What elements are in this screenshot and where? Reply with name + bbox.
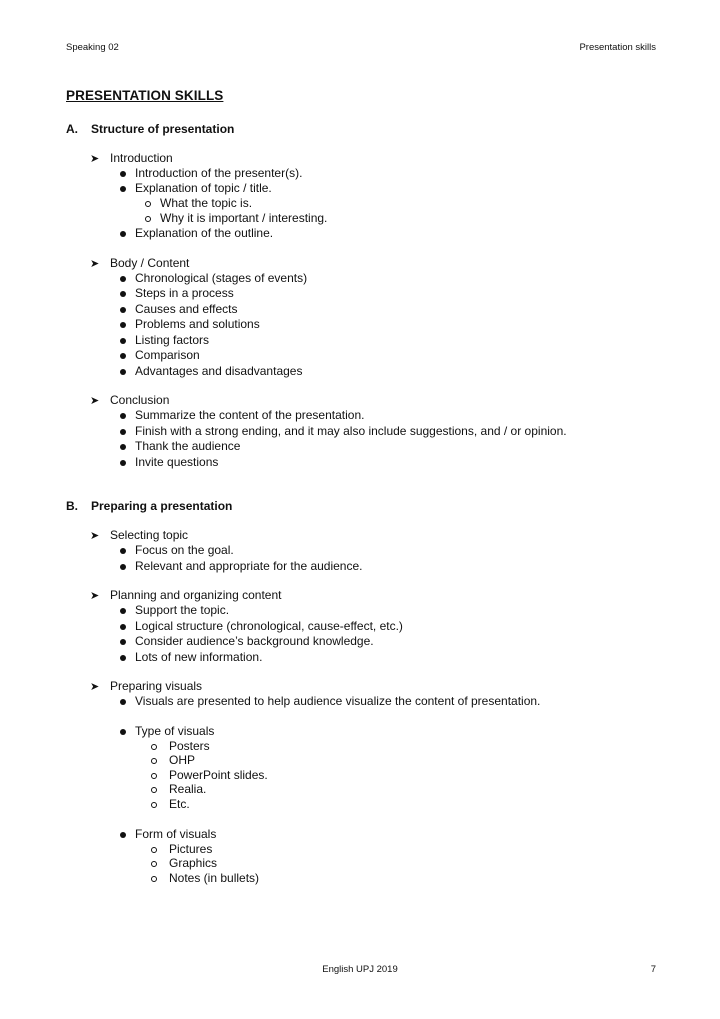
bullet-item: Relevant and appropriate for the audience. (120, 559, 363, 574)
circle-bullet-icon (151, 861, 157, 867)
section-title: Preparing a presentation (91, 499, 233, 513)
bullet-item: Logical structure (chronological, cause-effect, etc.) (120, 619, 403, 634)
level1-item: ➤ Selecting topic (90, 528, 189, 542)
bullet-item: Explanation of the outline. (120, 226, 273, 241)
circle-bullet-icon (151, 744, 157, 750)
level1-item: ➤ Conclusion (90, 393, 170, 407)
bullet-item: Form of visuals (120, 827, 216, 842)
header-right: Presentation skills (579, 42, 656, 53)
bullet-icon (120, 322, 126, 328)
arrow-bullet-icon: ➤ (90, 258, 100, 270)
bullet-icon (120, 171, 126, 177)
section-a-heading (66, 122, 234, 136)
header-left: Speaking 02 (66, 42, 119, 53)
bullet-icon (120, 564, 126, 570)
sub-bullet-item: What the topic is. (145, 196, 252, 211)
level1-item: ➤ Introduction (90, 151, 173, 165)
bullet-item: Causes and effects (120, 302, 238, 317)
bullet-icon (120, 729, 126, 735)
level1-item: ➤ Planning and organizing content (90, 588, 282, 602)
bullet-item: Listing factors (120, 333, 209, 348)
bullet-icon (120, 639, 126, 645)
bullet-item: Lots of new information. (120, 650, 262, 665)
bullet-icon (120, 276, 126, 282)
bullet-item: Visuals are presented to help audience visualize the content of presentation. (120, 694, 540, 709)
bullet-icon (120, 624, 126, 630)
arrow-bullet-icon: ➤ (90, 681, 100, 693)
arrow-bullet-icon: ➤ (90, 395, 100, 407)
circle-bullet-icon (151, 802, 157, 808)
page-title: PRESENTATION SKILLS (66, 88, 224, 103)
bullet-icon (120, 369, 126, 375)
bullet-item: Comparison (120, 348, 200, 363)
bullet-item: Chronological (stages of events) (120, 271, 307, 286)
bullet-icon (120, 413, 126, 419)
bullet-icon (120, 186, 126, 192)
bullet-icon (120, 231, 126, 237)
bullet-icon (120, 608, 126, 614)
sub-bullet-item: Posters (151, 739, 210, 754)
bullet-icon (120, 832, 126, 838)
footer-text: English UPJ 2019 (322, 964, 398, 975)
bullet-item: Explanation of topic / title. (120, 181, 272, 196)
circle-bullet-icon (151, 876, 157, 882)
bullet-icon (120, 655, 126, 661)
sub-bullet-item: Why it is important / interesting. (145, 211, 327, 226)
sub-bullet-item: Realia. (151, 782, 206, 797)
arrow-bullet-icon: ➤ (90, 530, 100, 542)
circle-bullet-icon (145, 201, 151, 207)
bullet-icon (120, 699, 126, 705)
sub-bullet-item: OHP (151, 753, 195, 768)
bullet-item: Type of visuals (120, 724, 214, 739)
bullet-item: Advantages and disadvantages (120, 364, 302, 379)
bullet-item: Thank the audience (120, 439, 240, 454)
circle-bullet-icon (151, 787, 157, 793)
level1-item: ➤ Body / Content (90, 256, 190, 270)
bullet-icon (120, 353, 126, 359)
bullet-item: Support the topic. (120, 603, 229, 618)
bullet-item: Focus on the goal. (120, 543, 234, 558)
bullet-icon (120, 460, 126, 466)
section-letter: A. (66, 122, 78, 136)
bullet-icon (120, 291, 126, 297)
bullet-item: Consider audience’s background knowledge. (120, 634, 374, 649)
section-b-heading (66, 499, 232, 513)
level1-item: ➤ Preparing visuals (90, 679, 203, 693)
circle-bullet-icon (151, 847, 157, 853)
bullet-item: Summarize the content of the presentation. (120, 408, 364, 423)
arrow-bullet-icon: ➤ (90, 153, 100, 165)
circle-bullet-icon (145, 216, 151, 222)
circle-bullet-icon (151, 773, 157, 779)
bullet-icon (120, 444, 126, 450)
bullet-item: Steps in a process (120, 286, 234, 301)
bullet-icon (120, 429, 126, 435)
bullet-item: Introduction of the presenter(s). (120, 166, 302, 181)
bullet-item: Problems and solutions (120, 317, 260, 332)
sub-bullet-item: Etc. (151, 797, 190, 812)
sub-bullet-item: Graphics (151, 856, 217, 871)
bullet-item: Finish with a strong ending, and it may also include suggestions, and / or opinion. (120, 424, 567, 439)
bullet-icon (120, 548, 126, 554)
arrow-bullet-icon: ➤ (90, 590, 100, 602)
bullet-icon (120, 338, 126, 344)
section-title: Structure of presentation (91, 122, 235, 136)
bullet-icon (120, 307, 126, 313)
sub-bullet-item: Pictures (151, 842, 212, 857)
bullet-item: Invite questions (120, 455, 218, 470)
page-number: 7 (650, 964, 656, 975)
sub-bullet-item: Notes (in bullets) (151, 871, 259, 886)
circle-bullet-icon (151, 758, 157, 764)
sub-bullet-item: PowerPoint slides. (151, 768, 268, 783)
section-letter: B. (66, 499, 78, 513)
